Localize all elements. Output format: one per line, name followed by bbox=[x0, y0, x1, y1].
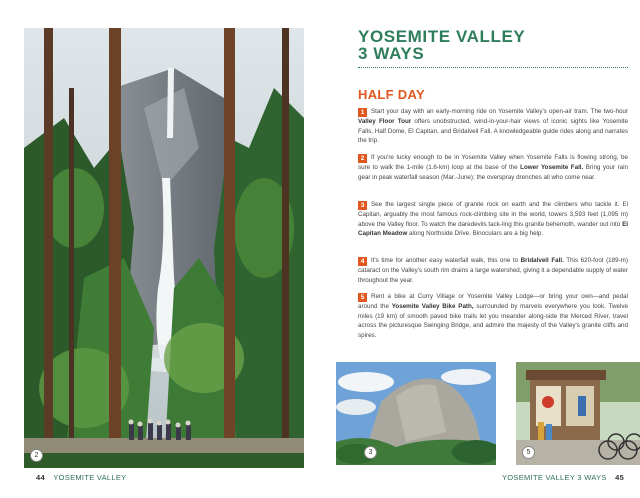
el-capitan-photo bbox=[336, 362, 496, 465]
highlight-place: El Capitan Meadow bbox=[358, 220, 628, 238]
paragraph-text: offers unobstructed, wind-in-your-hair views of iconic sights like Yosemite Falls, Half Dome, El Capitan, and Bridalveil Fall. A knowledgeable guide rides along and narrates the trip. bbox=[358, 118, 629, 145]
highlight-place: Yosemite Valley Bike Path, bbox=[391, 303, 474, 310]
section-heading: HALF DAY bbox=[358, 87, 425, 102]
title-line-2: 3 WAYS bbox=[358, 44, 425, 63]
paragraph-text: If you're lucky enough to be in Yosemite Valley when Yosemite Falls is flowing strong, be sure to walk the 1-mile (1.6-km) loop at the base of the bbox=[358, 154, 628, 171]
waterfall-photo bbox=[24, 28, 304, 468]
paragraph-text: Bring your rain gear in peak waterfall season (Mar.-June); the overspray drenches all who come near. bbox=[358, 164, 628, 181]
paragraph-2 bbox=[358, 153, 628, 182]
running-head-left: YOSEMITE VALLEY bbox=[53, 473, 127, 482]
paragraph-text: Rent a bike at Curry Village or Yosemite Valley Lodge—or bring your own—and pedal around the bbox=[358, 293, 628, 310]
paragraph-text: surrounded by marvels everywhere you look. Twelve miles (19 km) of smooth paved bike trails let you meander along-side the Merced River, travel across the picturesque Swinging Bridge, and admire the majesty of the Valley's granite cliffs and spires. bbox=[358, 303, 628, 339]
title-divider bbox=[358, 67, 628, 68]
paragraph-text: It's time for another easy waterfall walk, this one to bbox=[371, 257, 521, 264]
photo-number-badge: 3 bbox=[364, 446, 377, 459]
paragraph-text: This 620-foot (189-m) cataract on the Valley's south rim drains a large watershed, giving it a dependable supply of water throughout the year. bbox=[358, 257, 628, 284]
page-number-left: 44 bbox=[36, 473, 45, 482]
paragraph-5 bbox=[358, 292, 628, 340]
step-number-badge: 2 bbox=[358, 154, 367, 163]
page-number-right: 45 bbox=[615, 473, 625, 482]
paragraph-text: along Northside Drive. Binoculars are a big help. bbox=[407, 230, 544, 238]
highlight-place: Valley Floor Tour bbox=[358, 118, 412, 125]
photo-number-badge: 2 bbox=[30, 449, 43, 462]
bike-rental-photo bbox=[516, 362, 640, 465]
folio-right bbox=[502, 473, 624, 482]
step-number-badge: 4 bbox=[358, 257, 367, 266]
highlight-place: Lower Yosemite Fall. bbox=[520, 164, 584, 171]
paragraph-3 bbox=[358, 200, 628, 239]
running-head-right: YOSEMITE VALLEY 3 WAYS bbox=[502, 473, 607, 482]
paragraph-1 bbox=[358, 107, 628, 146]
highlight-place: Bridalveil Fall. bbox=[520, 257, 564, 264]
paragraph-text: See the largest single piece of granite rock on earth and the climbers who tackle it. El Capitan, arguably the most famous rock-climbing site in the world, towers 3,593 feet (1,095 m) above the Valley floor. To watch the daredevils tack-ling this granite behemoth, wander out into bbox=[358, 201, 628, 228]
page-title bbox=[358, 28, 525, 62]
folio-left bbox=[36, 473, 126, 482]
photo-number-badge: 5 bbox=[522, 446, 535, 459]
title-line-1: YOSEMITE VALLEY bbox=[358, 27, 526, 46]
step-number-badge: 5 bbox=[358, 293, 367, 302]
paragraph-4 bbox=[358, 256, 628, 285]
step-number-badge: 1 bbox=[358, 108, 367, 117]
step-number-badge: 3 bbox=[358, 201, 367, 210]
paragraph-text: Start your day with an early-morning ride on Yosemite Valley's open-air tram. The two-hour bbox=[371, 108, 628, 115]
